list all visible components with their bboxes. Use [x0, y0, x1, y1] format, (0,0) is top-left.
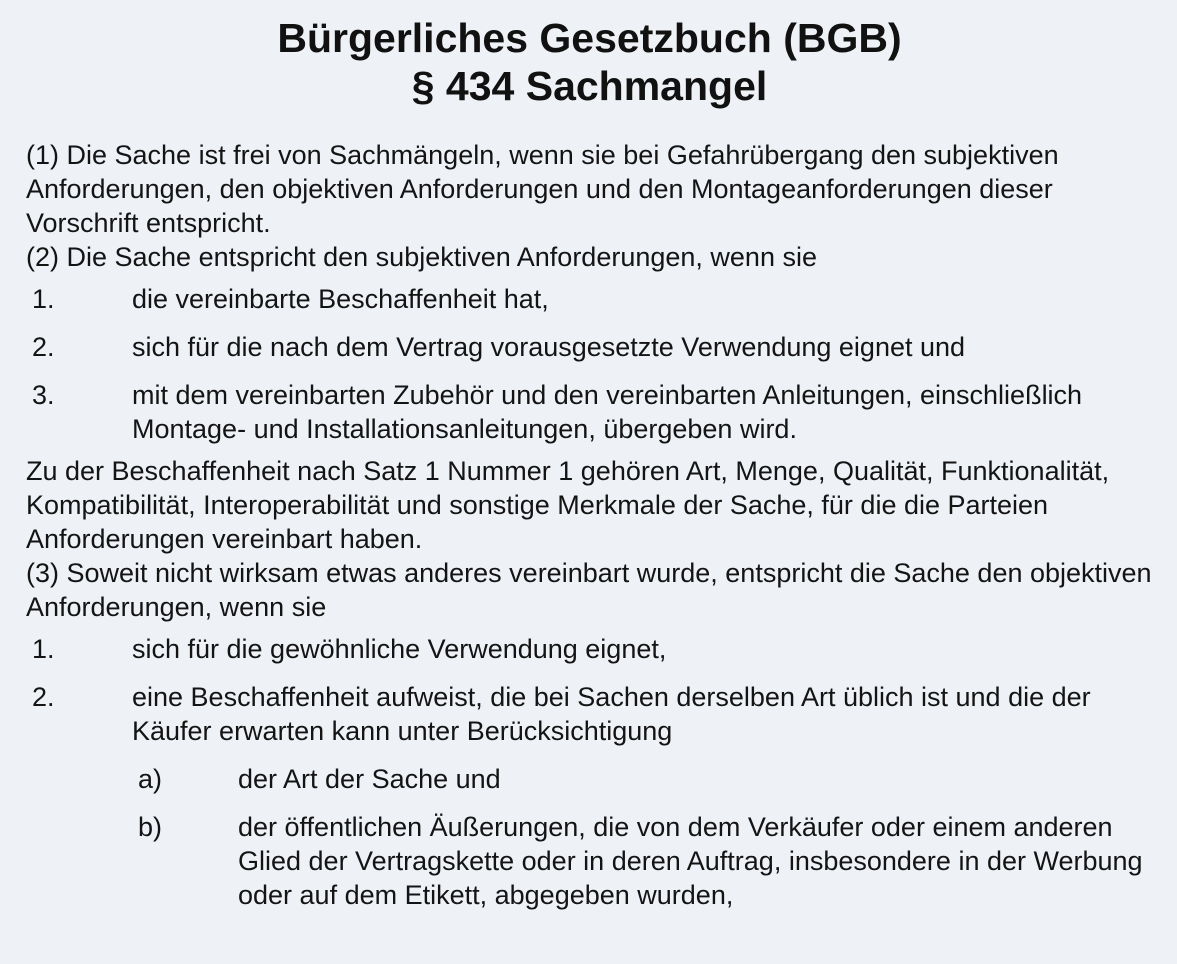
document-title	[26, 14, 1153, 110]
item-text: die vereinbarte Beschaffenheit hat,	[132, 284, 549, 314]
item-number: 1.	[32, 634, 55, 664]
paragraph-2-list	[26, 282, 1153, 446]
item-number: 2.	[32, 682, 55, 712]
sub-item-letter: a)	[138, 764, 163, 794]
paragraph-3-list	[26, 632, 1153, 912]
item-text: sich für die gewöhnliche Verwendung eignet,	[132, 634, 667, 664]
sub-list	[132, 762, 1153, 912]
sub-item-text: der Art der Sache und	[238, 764, 501, 794]
title-law-name: Bürgerliches Gesetzbuch (BGB)	[277, 15, 902, 61]
list-item	[26, 330, 1153, 364]
paragraph-2-intro: (2) Die Sache entspricht den subjektiven Anforderungen, wenn sie	[26, 242, 817, 272]
list-item	[26, 282, 1153, 316]
paragraph-1: (1) Die Sache ist frei von Sachmängeln, wenn sie bei Gefahrübergang den subjektiven Anforderungen, den objektiven Anforderungen und den Montageanforderungen dieser Vorschrift entspricht.	[26, 140, 1059, 238]
item-number: 3.	[32, 380, 55, 410]
list-item	[26, 632, 1153, 666]
sub-item-letter: b)	[138, 812, 163, 842]
sub-list-item	[132, 810, 1153, 912]
list-item	[26, 680, 1153, 912]
document-body	[26, 138, 1153, 912]
item-number: 1.	[32, 284, 55, 314]
item-text: sich für die nach dem Vertrag vorausgesetzte Verwendung eignet und	[132, 332, 966, 362]
paragraph-3-intro: (3) Soweit nicht wirksam etwas anderes vereinbart wurde, entspricht die Sache den objektiven Anforderungen, wenn sie	[26, 558, 1152, 622]
sub-list-item	[132, 762, 1153, 796]
title-section: § 434 Sachmangel	[411, 63, 768, 109]
item-text: mit dem vereinbarten Zubehör und den vereinbarten Anleitungen, einschließlich Montage- und Installationsanleitungen, übergeben wird.	[132, 380, 1083, 444]
item-body	[132, 680, 1153, 912]
list-item	[26, 378, 1153, 446]
sub-item-text: der öffentlichen Äußerungen, die von dem Verkäufer oder einem anderen Glied der Vertragskette oder in deren Auftrag, insbesondere in der Werbung oder auf dem Etikett, abgegeben wurden,	[238, 812, 1143, 910]
paragraph-2-closing: Zu der Beschaffenheit nach Satz 1 Nummer 1 gehören Art, Menge, Qualität, Funktionalität, Kompatibilität, Interoperabilität und sonstige Merkmale der Sache, für die die Parteien Anforderungen vereinbart haben.	[26, 456, 1110, 554]
item-text: eine Beschaffenheit aufweist, die bei Sachen derselben Art üblich ist und die der Käufer erwarten kann unter Berücksichtigung	[132, 682, 1091, 746]
item-number: 2.	[32, 332, 55, 362]
